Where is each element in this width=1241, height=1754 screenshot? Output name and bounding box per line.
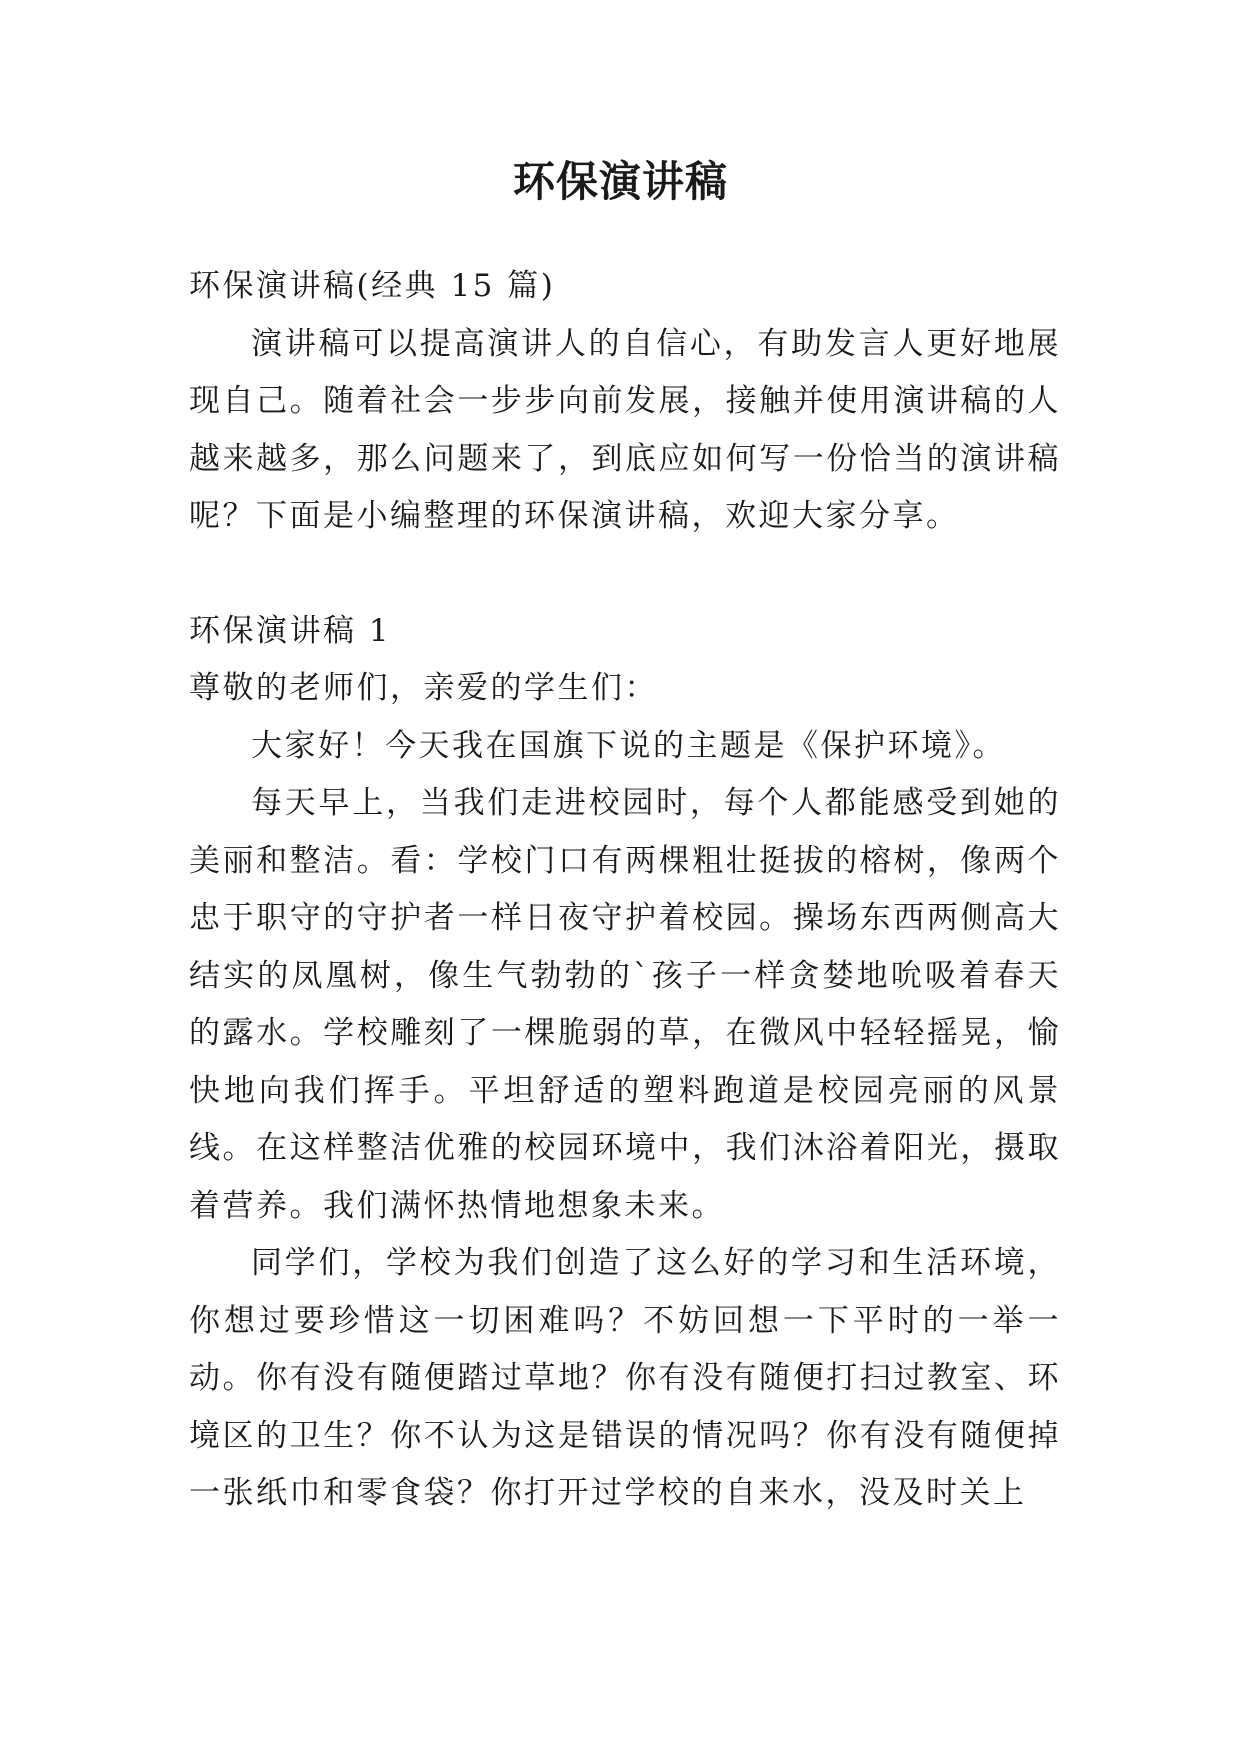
salutation: 尊敬的老师们，亲爱的学生们： (189, 670, 658, 706)
document-title: 环保演讲稿 (512, 157, 728, 206)
section-spacer (189, 546, 1061, 603)
body-paragraph: 同学们，学校为我们创造了这么好的学习和生活环境，你想过要珍惜这一切困难吗？不妨回想一下平时的一举一动。你有没有随便踏过草地？你有没有随便打扫过教室、环境区的卫生？你不认为这是错误的情况吗？你有没有随便掉一张纸巾和零食袋？你打开过学校的自来水，没及时关上 (189, 1245, 1061, 1511)
document-body (189, 258, 1061, 1523)
body-paragraph: 每天早上，当我们走进校园时，每个人都能感受到她的美丽和整洁。看：学校门口有两棵粗壮挺拔的榕树，像两个忠于职守的守护者一样日夜守护着校园。操场东西两侧高大结实的凤凰树，像生气勃勃的`孩子一样贪婪地吮吸着春天的露水。学校雕刻了一棵脆弱的草，在微风中轻轻摇晃，愉快地向我们挥手。平坦舒适的塑料跑道是校园亮丽的风景线。在这样整洁优雅的校园环境中，我们沐浴着阳光，摄取着营养。我们满怀热情地想象未来。 (189, 785, 1061, 1224)
document-subtitle: 环保演讲稿(经典 15 篇) (189, 268, 556, 304)
section-heading: 环保演讲稿 1 (189, 612, 392, 649)
intro-paragraph: 演讲稿可以提高演讲人的自信心，有助发言人更好地展现自己。随着社会一步步向前发展，接触并使用演讲稿的人越来越多，那么问题来了，到底应如何写一份恰当的演讲稿呢？下面是小编整理的环保演讲稿，欢迎大家分享。 (189, 325, 1061, 534)
body-paragraph: 大家好！今天我在国旗下说的主题是《保护环境》。 (251, 727, 1006, 764)
